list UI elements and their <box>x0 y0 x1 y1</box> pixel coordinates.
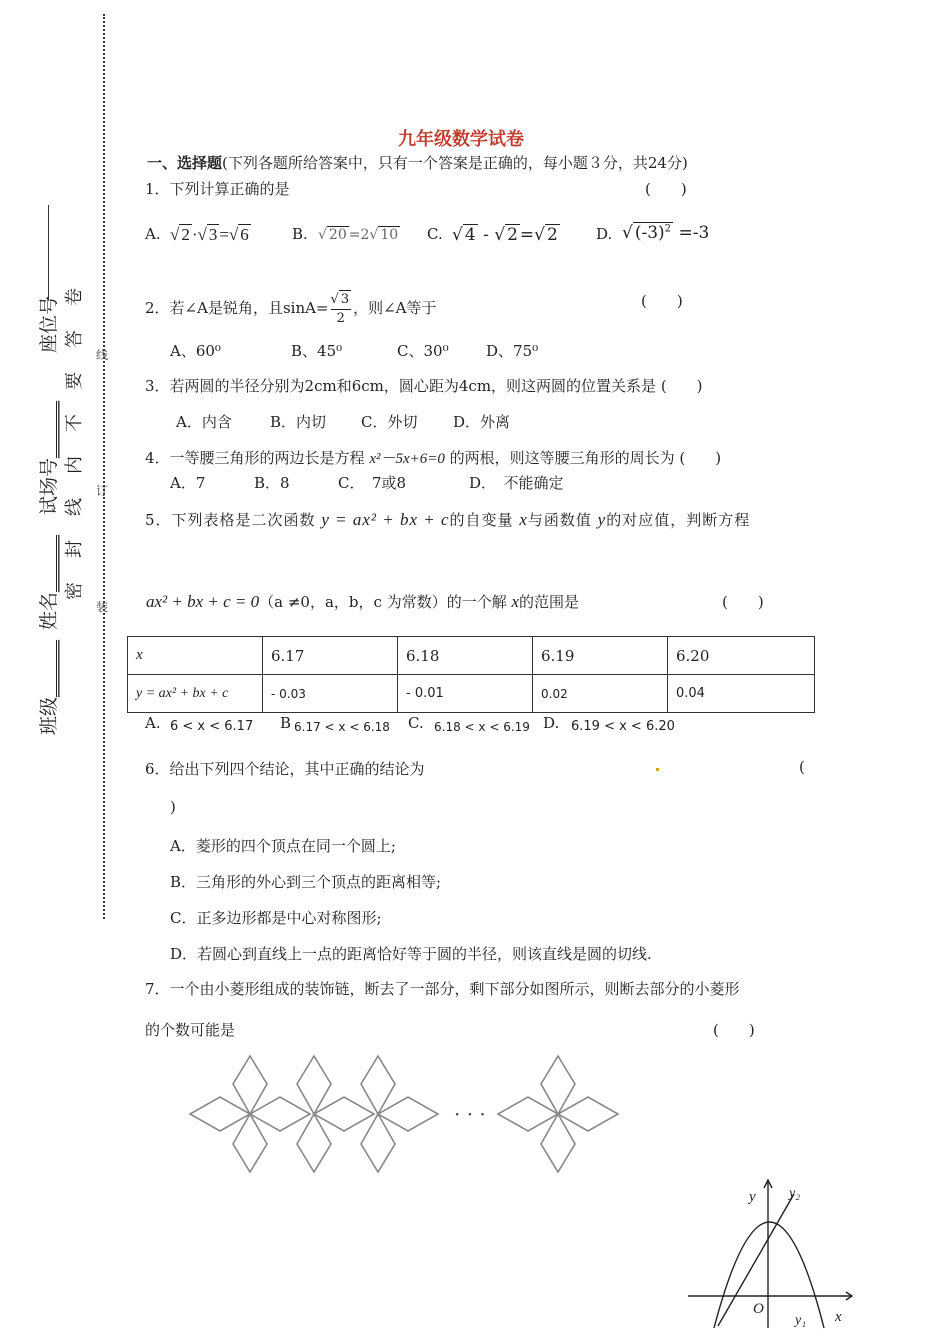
q1-answer-paren: ( ) <box>645 180 687 198</box>
q4-option-c: C． 7或8 <box>338 474 407 492</box>
q1-option-d-expr: √ $(-3)^2 =-3$ <box>622 223 710 243</box>
q5-stem-d: 的对应值，判断方程 <box>606 511 751 529</box>
stray-dot <box>656 768 659 771</box>
q4-stem <box>145 447 721 468</box>
q5-option-b-range: 6.17 < x < 6.18 <box>294 720 390 734</box>
q1-option-b-label: B. <box>292 225 308 243</box>
name-blank: ______ <box>38 534 60 592</box>
q5-option-d-range: 6.19 < x < 6.20 <box>571 719 675 734</box>
q5-option-d-label: D. <box>543 714 560 732</box>
rhombus <box>297 1056 331 1114</box>
rhombus <box>250 1097 310 1131</box>
q1-stem: 1．下列计算正确的是 <box>145 180 290 198</box>
q5-var-y: y <box>597 510 607 529</box>
graph-label-x: x <box>835 1309 842 1325</box>
q2-stem <box>145 290 437 328</box>
name-label: 姓名 <box>38 591 60 630</box>
q3-option-c: C．外切 <box>361 413 418 431</box>
binding-dotted-line <box>103 14 105 919</box>
q5-stem-c: 与函数值 <box>527 511 592 529</box>
q5-answer-paren: ( ) <box>722 593 764 611</box>
q2-stem-pre: 2．若∠A是锐角，且sinA= <box>145 299 329 317</box>
rhombus <box>233 1114 267 1172</box>
q3-stem: 3．若两圆的半径分别为2cm和6cm，圆心距为4cm，则这两圆的位置关系是 ( ) <box>145 377 703 395</box>
seal-warning: 密封线内不要答卷 <box>64 264 85 600</box>
section-heading-label: 一、选择题 <box>147 154 223 172</box>
rhombus <box>190 1097 250 1131</box>
name-field <box>34 535 61 630</box>
q2-fraction: $\frac{√ 3}{2}$ <box>330 292 350 326</box>
q1-option-a-label: A. <box>145 225 161 243</box>
q4-stem-pre: 4．一等腰三角形的两边长是方程 <box>145 449 370 467</box>
q4-option-d: D． 不能确定 <box>469 474 564 492</box>
table-row <box>128 637 815 675</box>
q2-stem-post: ，则∠A等于 <box>353 299 437 317</box>
q2-answer-paren: ( ) <box>641 292 683 310</box>
page-title: 九年级数学试卷 <box>398 129 524 150</box>
q5-option-a-label: A. <box>145 714 161 732</box>
graph-label-origin: O <box>753 1301 764 1317</box>
graph-label-y2: y₂ <box>789 1186 801 1201</box>
q5-option-c-range: 6.18 < x < 6.19 <box>434 720 530 734</box>
q5-stem-b: 的自变量 <box>449 511 514 529</box>
q7-stem-line1: 7．一个由小菱形组成的装饰链，断去了一部分，剩下部分如图所示，则断去部分的小菱形 <box>145 980 740 998</box>
q4-stem-post: 的两根，则这等腰三角形的周长为 ( ) <box>444 449 722 467</box>
q5-stem-2 <box>146 591 579 612</box>
q5-condition: （a ≠0，a，b，c 为常数）的一个解 <box>259 593 507 611</box>
q5-stem-e: 的范围是 <box>519 593 580 611</box>
q4-option-b: B．8 <box>254 474 290 492</box>
q3-option-a: A．内含 <box>176 413 232 431</box>
rhombus-chain-figure <box>185 1048 625 1173</box>
q6-option-a: A．菱形的四个顶点在同一个圆上; <box>170 837 396 855</box>
table-cell: x <box>128 637 263 675</box>
seat-field <box>34 296 61 353</box>
table-cell: 0.04 <box>668 675 815 713</box>
rhombus <box>541 1114 575 1172</box>
q5-equation: ax² + bx + c = 0 <box>146 592 260 611</box>
q5-var-x: x <box>519 510 528 529</box>
rhombus-flower-4 <box>498 1056 618 1172</box>
q5-function: y = ax² + bx + c <box>321 510 450 529</box>
room-label: 试场号 <box>38 457 60 515</box>
q6-paren-open: ( <box>799 758 805 776</box>
q2-option-b: B、45⁰ <box>291 342 343 360</box>
rhombus <box>297 1114 331 1172</box>
q6-option-c: C．正多边形都是中心对称图形; <box>170 909 382 927</box>
class-blank: ______ <box>38 639 60 697</box>
binding-mark-ding: 订 <box>96 484 109 498</box>
q1-option-c-expr: √ 4 - √ 2 =√ 2 <box>452 225 558 245</box>
table-cell: - 0.01 <box>398 675 533 713</box>
seat-blank-line <box>48 205 49 301</box>
q4-equation: x²－5x+6=0 <box>369 451 445 467</box>
q4-option-a: A．7 <box>170 474 206 492</box>
q5-value-table <box>127 636 815 713</box>
q5-stem-a: 5．下列表格是二次函数 <box>145 511 316 529</box>
table-cell: - 0.03 <box>263 675 398 713</box>
graph-label-y1: y₁ <box>795 1313 807 1328</box>
class-label: 班级 <box>38 696 60 735</box>
table-cell: 6.20 <box>668 637 815 675</box>
rhombus <box>233 1056 267 1114</box>
q2-option-a: A、60⁰ <box>170 342 221 360</box>
rhombus <box>498 1097 558 1131</box>
q1-option-a-expr: √ 2 ·√ 3 =√ 6 <box>170 225 249 244</box>
rhombus <box>541 1056 575 1114</box>
q1-option-d-label: D. <box>596 225 613 243</box>
room-blank: ______ <box>38 400 60 458</box>
q5-option-a-range: 6 < x < 6.17 <box>170 719 254 734</box>
rhombus <box>314 1097 374 1131</box>
rhombus <box>558 1097 618 1131</box>
binding-mark-xian: 线 <box>96 348 109 362</box>
q1-option-b-expr: √ 20 =2√ 10 <box>318 227 399 243</box>
table-cell: 0.02 <box>533 675 668 713</box>
table-cell: y = ax² + bx + c <box>128 675 263 713</box>
seat-label: 座位号 <box>38 295 60 353</box>
q5-stem <box>145 509 750 530</box>
q3-option-d: D．外离 <box>453 413 511 431</box>
class-field <box>34 640 61 735</box>
q6-option-b: B．三角形的外心到三个顶点的距离相等; <box>170 873 442 891</box>
q6-stem: 6．给出下列四个结论，其中正确的结论为 <box>145 760 425 778</box>
q5-option-c-label: C. <box>408 714 424 732</box>
rhombus <box>378 1097 438 1131</box>
binding-mark-zhuang: 装 <box>96 600 109 614</box>
section-instruction: (下列各题所给答案中，只有一个答案是正确的，每小题３分，共24分) <box>222 154 688 172</box>
table-row <box>128 675 815 713</box>
rhombus-flower-1 <box>190 1056 310 1172</box>
q6-option-d: D．若圆心到直线上一点的距离恰好等于圆的半径，则该直线是圆的切线. <box>170 945 652 963</box>
rhombus <box>361 1114 395 1172</box>
table-cell: 6.17 <box>263 637 398 675</box>
q2-option-c: C、30⁰ <box>397 342 449 360</box>
table-cell: 6.18 <box>398 637 533 675</box>
q5-var-x-2: x <box>511 592 520 611</box>
chain-ellipsis: · · · <box>454 1102 486 1126</box>
q2-option-d: D、75⁰ <box>486 342 539 360</box>
table-cell: 6.19 <box>533 637 668 675</box>
q5-option-b-label: B <box>280 714 292 732</box>
q1-option-c-label: C. <box>427 225 443 243</box>
q7-stem-line2: 的个数可能是 <box>145 1021 236 1039</box>
room-field <box>34 401 61 515</box>
q6-paren-close: ) <box>170 798 176 816</box>
section-heading <box>147 152 688 173</box>
q3-option-b: B．内切 <box>270 413 327 431</box>
rhombus <box>361 1056 395 1114</box>
function-graph <box>688 1176 858 1331</box>
q7-answer-paren: ( ) <box>713 1021 755 1039</box>
graph-label-y: y <box>749 1189 756 1205</box>
